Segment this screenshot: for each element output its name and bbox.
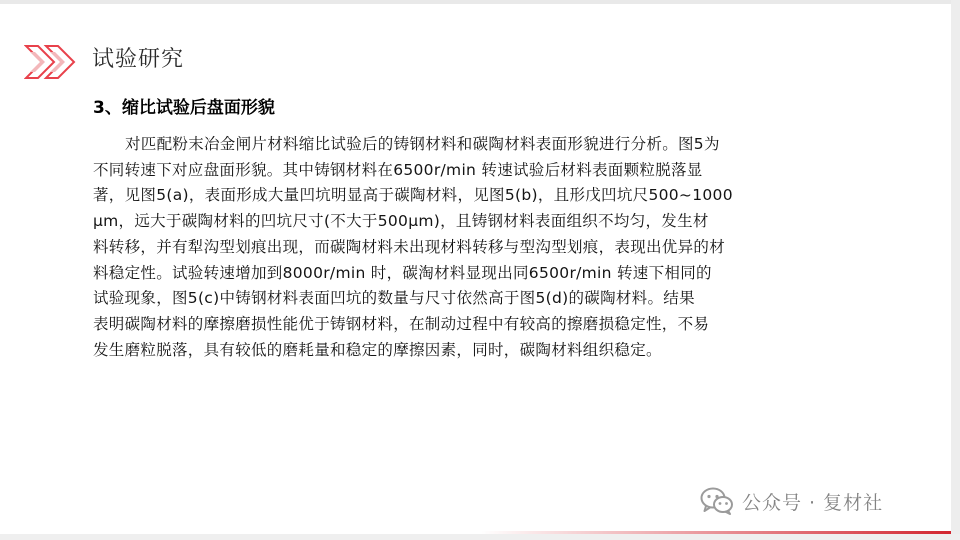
section-heading: 3、缩比试验后盘面形貌	[93, 98, 275, 118]
wechat-icon	[700, 487, 734, 515]
bottom-accent-line	[481, 531, 951, 534]
page-title: 试验研究	[92, 47, 185, 72]
body-line: 料转移，并有犁沟型划痕出现，而碳陶材料未出现材料转移与型沟型划痕，表现出优异的材	[93, 237, 726, 256]
double-chevron-logo-icon	[24, 44, 82, 80]
watermark-text: 公众号 · 复材社	[742, 491, 884, 514]
slide-bottom-strip	[0, 534, 960, 540]
body-line: 料稳定性。试验转速增加到8000r/min 时，碳淘材料显现出同6500r/min 转速下相同的	[93, 263, 712, 282]
watermark	[700, 486, 883, 516]
body-line: 著，见图5(a)，表面形成大量凹坑明显高于碳陶材料，见图5(b)，且形戊凹坑尺500~1000	[93, 186, 733, 205]
body-line: 对匹配粉末冶金闸片材料缩比试验后的铸钢材料和碳陶材料表面形貌进行分析。图5为	[125, 135, 720, 153]
body-line: μm，远大于碳陶材料的凹坑尺寸(不大于500μm)，且铸钢材料表面组织不均匀，发生材	[93, 212, 709, 231]
body-line: 表明碳陶材料的摩擦磨损性能优于铸钢材料，在制动过程中有较高的擦磨损稳定性，不易	[93, 314, 710, 333]
body-line: 发生磨粒脱落，具有较低的磨耗量和稳定的摩擦因素，同时，碳陶材料组织稳定。	[93, 340, 662, 359]
body-line: 不同转速下对应盘面形貌。其中铸钢材料在6500r/min 转速试验后材料表面颗粒脱落显	[93, 160, 703, 179]
body-paragraph	[93, 132, 861, 363]
slide-right-edge	[951, 0, 960, 540]
body-line: 试验现象，图5(c)中铸钢材料表面凹坑的数量与尺寸依然高于图5(d)的碳陶材料。结果	[93, 289, 695, 308]
